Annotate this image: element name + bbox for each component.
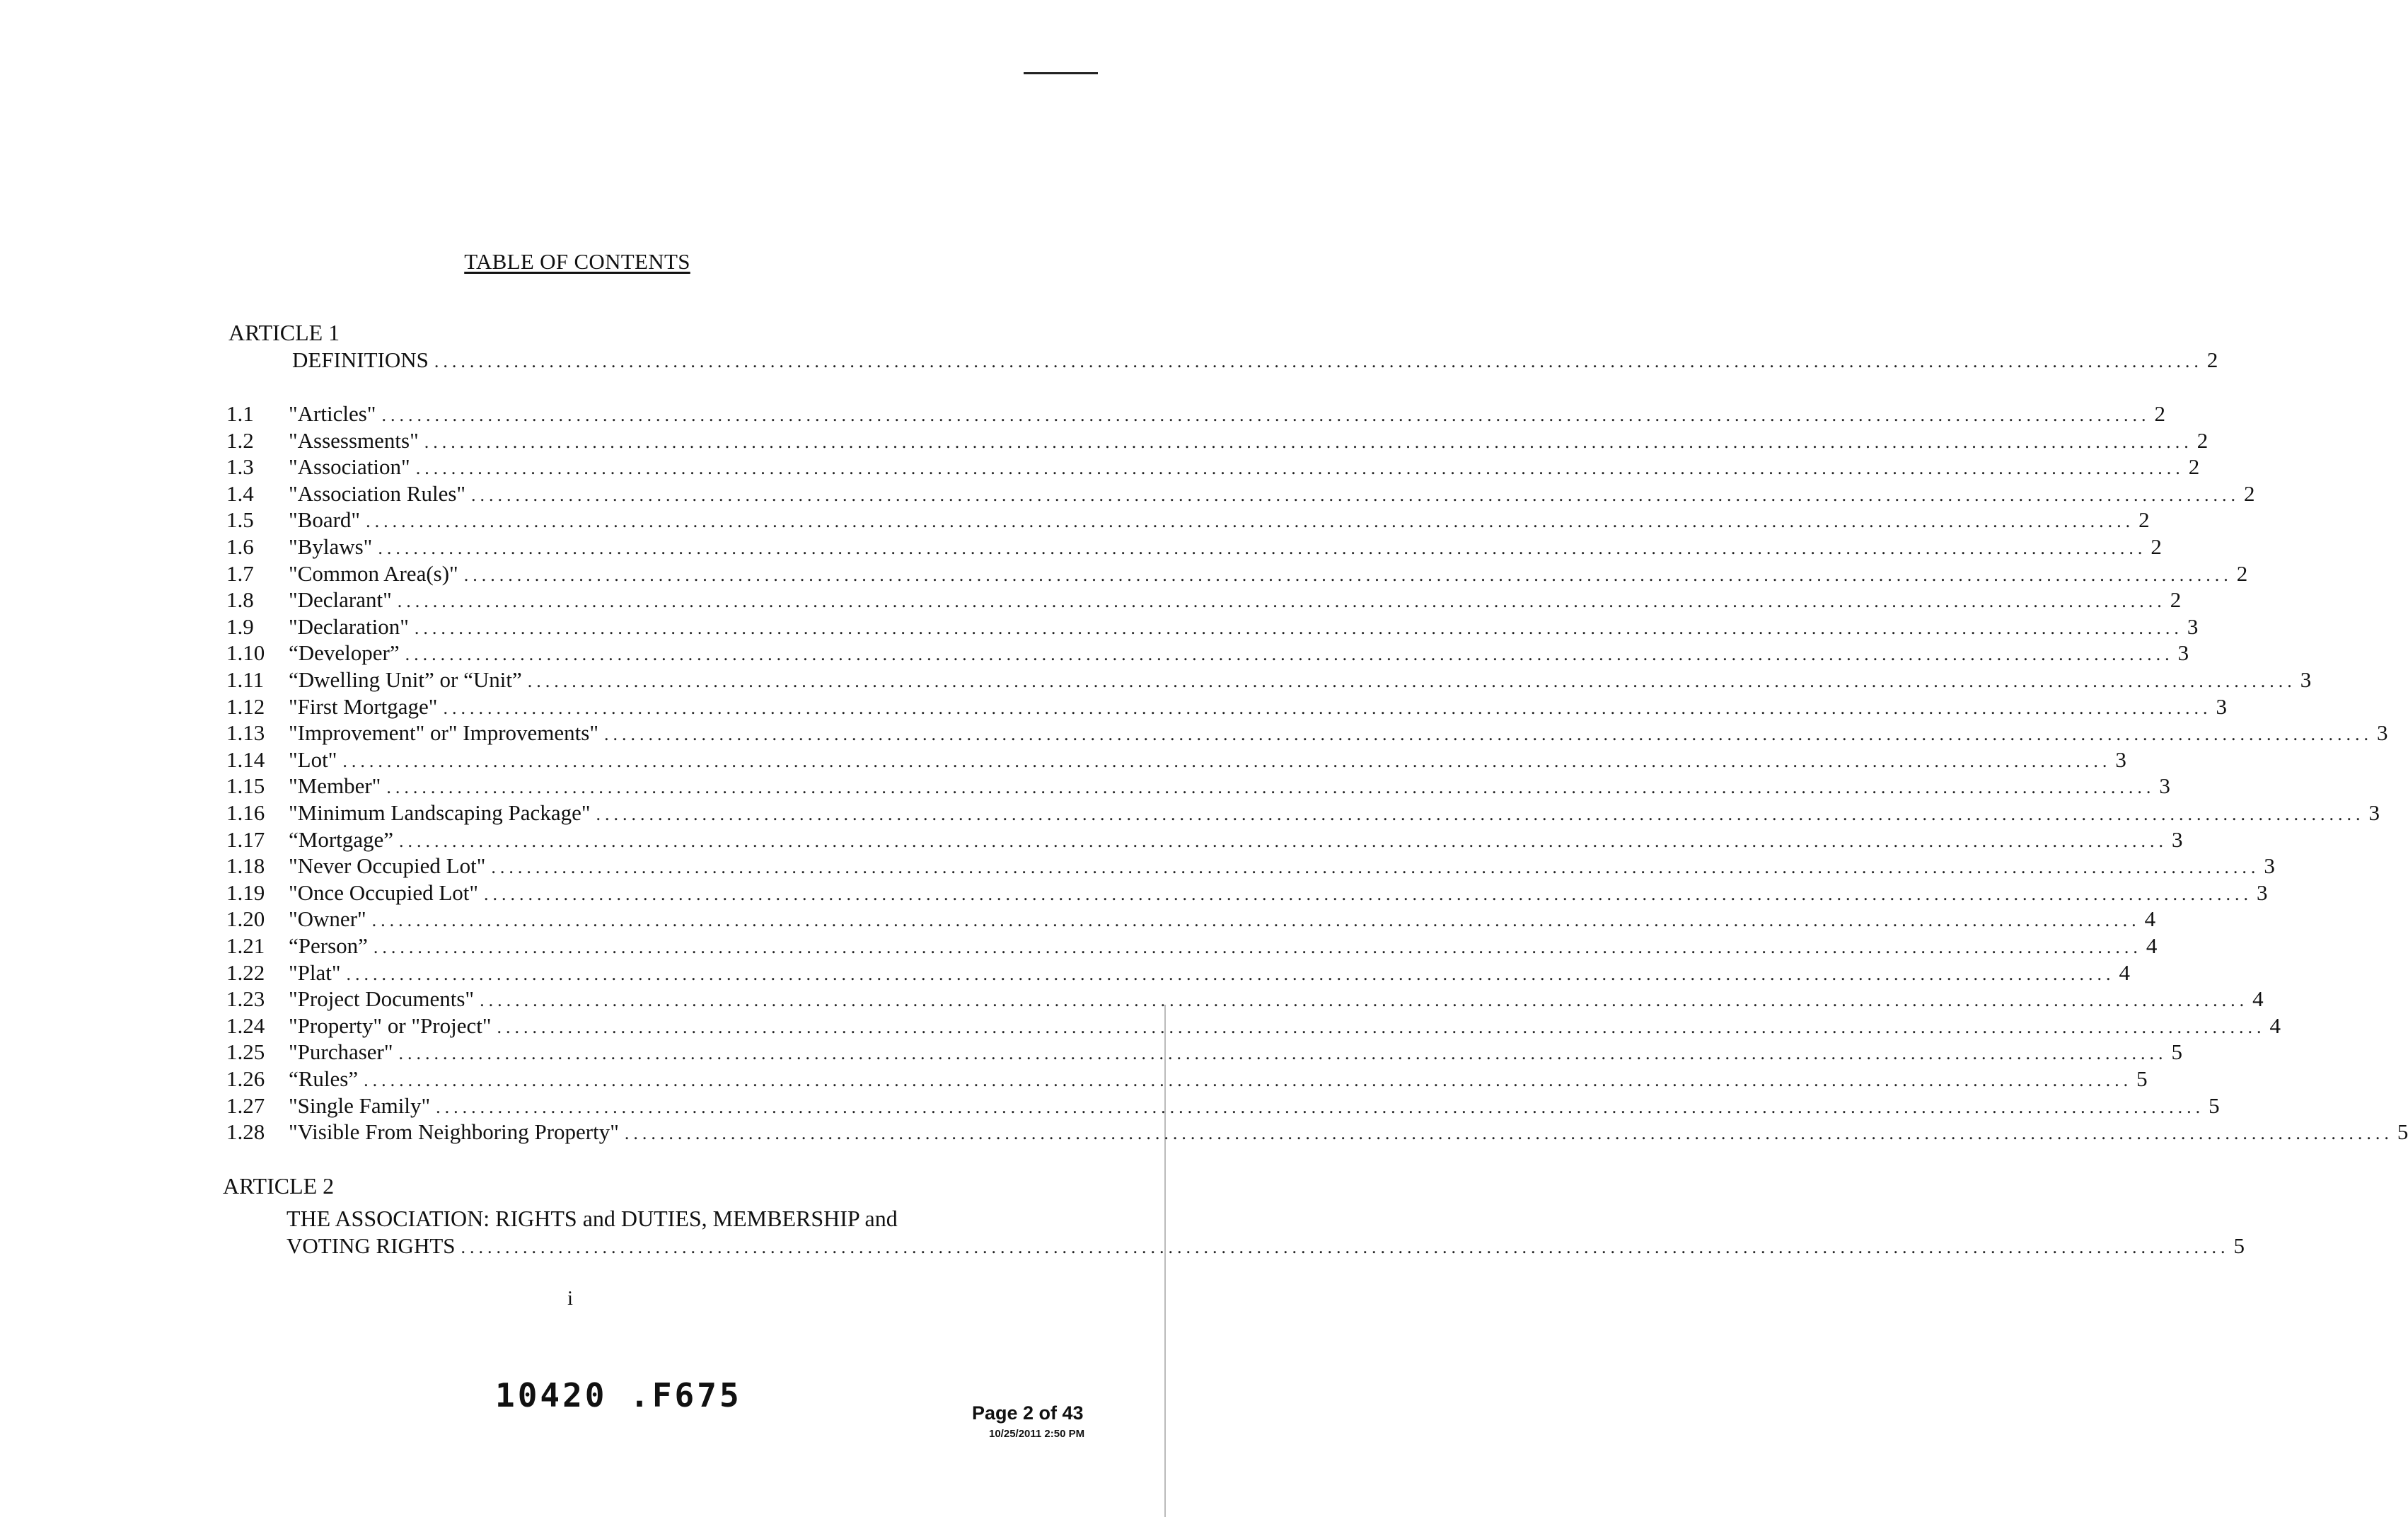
toc-entry-number: 1.10 [226,640,265,665]
toc-entry-title: "Visible From Neighboring Property" [289,1119,619,1144]
toc-entry-title: "Single Family" [289,1093,431,1118]
toc-entry [289,640,2189,667]
toc-entry [289,986,2264,1013]
toc-entry-title: "Articles" [289,401,376,426]
article-2-title-line2 [286,1233,2245,1259]
toc-entry-title: "Board" [289,507,361,532]
toc-entry [289,800,2380,826]
toc-entry-page: 2 [2244,481,2255,506]
toc-entry-page: 3 [2216,694,2227,719]
article-2-heading: ARTICLE 2 [223,1173,335,1199]
article-1-heading: ARTICLE 1 [228,320,340,345]
toc-entry [289,427,2209,454]
toc-entry-title: “Person” [289,933,368,958]
toc-entry [289,959,2131,986]
page-count: Page 2 of 43 [972,1402,1084,1424]
toc-entry-page: 2 [2151,534,2162,559]
toc-entry-page: 3 [2159,773,2170,798]
toc-entry-page: 3 [2300,667,2312,692]
toc-entry-title: "Improvement" or" Improvements" [289,720,599,745]
dot-leader: ........................................................................................................................................................................................................ [471,485,2240,505]
toc-entry-number: 1.4 [226,481,254,506]
dot-leader: ........................................................................................................................................................................................................ [366,511,2135,531]
toc-entry [289,720,2388,746]
toc-entry [289,879,2268,906]
toc-entry-number: 1.20 [226,906,265,931]
toc-entry-title: "Association" [289,454,410,479]
toc-entry-title: "Never Occupied Lot" [289,853,486,878]
dot-leader: ........................................................................................................................................................................................................ [484,884,2253,904]
dot-leader: ........................................................................................................................................................................................................ [497,1017,2266,1037]
toc-entry [289,400,2165,427]
dot-leader: ........................................................................................................................................................................................................ [373,937,2142,957]
toc-entry-page: 5 [2171,1039,2183,1064]
article-1-page: 2 [2206,347,2218,372]
dot-leader: ........................................................................................................................................................................................................ [604,724,2373,744]
dot-leader: ........................................................................................................................................................................................................ [378,538,2147,558]
toc-entry-number: 1.14 [226,747,265,772]
toc-entry-page: 3 [2257,880,2268,905]
toc-entry-page: 3 [2377,720,2388,745]
article-2-page: 5 [2233,1233,2245,1258]
toc-entry-number: 1.17 [226,827,265,852]
toc-entry-number: 1.22 [226,960,265,985]
toc-entry [289,613,2199,640]
toc-entry-page: 4 [2119,960,2131,985]
toc-entry-page: 4 [2146,933,2158,958]
toc-entry [289,746,2126,773]
dot-leader: ........................................................................................................................................................................................................ [342,751,2112,771]
toc-entry-title: “Developer” [289,640,400,665]
toc-entry [289,773,2170,800]
page-title: TABLE OF CONTENTS [464,249,690,274]
toc-entry-page: 4 [2252,986,2264,1011]
toc-entry-page: 5 [2136,1066,2148,1091]
toc-entry [289,906,2156,933]
toc-entry-number: 1.11 [226,667,265,692]
toc-entry-number: 1.7 [226,561,254,586]
toc-entry-number: 1.25 [226,1039,265,1064]
dot-leader: ........................................................................................................................................................................................................ [386,777,2155,797]
dot-leader: ........................................................................................................................................................................................................ [480,990,2249,1010]
top-rule [1024,72,1098,74]
toc-entry-title: "Association Rules" [289,481,466,506]
dot-leader: ........................................................................................................................................................................................................ [624,1123,2393,1143]
toc-entry-page: 2 [2188,454,2200,479]
print-timestamp: 10/25/2011 2:50 PM [989,1428,1085,1440]
dot-leader: ........................................................................................................................................................................................................ [399,831,2168,851]
toc-entry-number: 1.24 [226,1013,265,1038]
toc-entry-number: 1.21 [226,933,265,958]
toc-entry-page: 4 [2144,906,2156,931]
toc-entry-title: "Minimum Landscaping Package" [289,800,591,825]
toc-entry-title: "Assessments" [289,428,419,453]
toc-entry-number: 1.27 [226,1093,265,1118]
recording-stamp: 10420 .F675 [495,1376,742,1414]
toc-entry-number: 1.18 [226,853,265,878]
dot-leader: ........................................................................................................................................................................................................ [424,432,2193,452]
toc-entry [289,933,2158,959]
toc-entry-page: 5 [2397,1119,2408,1144]
dot-leader: ........................................................................................................................................................................................................ [364,1070,2133,1090]
toc-entry-title: "Plat" [289,960,341,985]
toc-entry-number: 1.23 [226,986,265,1011]
toc-entry-title: "Owner" [289,906,366,931]
toc-entry [289,454,2200,480]
toc-entry-title: "Member" [289,773,381,798]
toc-entry-number: 1.28 [226,1119,265,1144]
dot-leader: ........................................................................................................................................................................................................ [397,591,2166,611]
toc-entry-page: 4 [2269,1013,2281,1038]
dot-leader: ........................................................................................................................................................................................................ [415,458,2184,478]
dot-leader: ........................................................................................................................................................................................................ [443,698,2212,718]
dot-leader: ........................................................................................................................................................................................................ [527,671,2296,691]
toc-entry-number: 1.9 [226,614,254,639]
dot-leader: ........................................................................................................................................................................................................ [371,910,2141,930]
toc-entry [289,1066,2148,1092]
article-2-title-line1: THE ASSOCIATION: RIGHTS and DUTIES, MEMBERSHIP and [286,1206,898,1231]
toc-entry-page: 3 [2368,800,2380,825]
toc-entry-number: 1.13 [226,720,265,745]
article-1-definitions-line [292,347,2218,374]
toc-entry [289,826,2183,853]
toc-entry-page: 2 [2154,401,2165,426]
page-number-roman: i [567,1288,573,1310]
toc-entry-title: "Bylaws" [289,534,373,559]
toc-entry [289,533,2162,560]
dot-leader: ........................................................................................................................................................................................................ [381,405,2151,425]
toc-entry [289,507,2150,533]
article-2-title-text: VOTING RIGHTS [286,1233,456,1258]
toc-entry-number: 1.5 [226,507,254,532]
dot-leader: ........................................................................................................................................................................................................ [491,857,2260,877]
toc-entry-number: 1.8 [226,587,254,612]
article-1-subtitle: DEFINITIONS [292,347,429,372]
dot-leader: ........................................................................................................................................................................................................ [596,804,2365,824]
toc-entry-page: 2 [2138,507,2150,532]
toc-entry [289,587,2182,613]
dot-leader: ........................................................................................................................................................................................................ [414,618,2183,638]
toc-entry-page: 3 [2187,614,2199,639]
toc-entry [289,1013,2281,1039]
toc-entry-title: "Common Area(s)" [289,561,458,586]
toc-entry [289,1119,2408,1146]
toc-entry-number: 1.1 [226,401,254,426]
toc-entry-title: "Declaration" [289,614,409,639]
toc-entry-number: 1.2 [226,428,254,453]
toc-entry-page: 3 [2172,827,2183,852]
toc-entry [289,560,2248,587]
toc-entry-number: 1.12 [226,694,265,719]
toc-entry [289,693,2227,720]
toc-entry-page: 5 [2209,1093,2220,1118]
toc-entry-title: "Declarant" [289,587,392,612]
toc-entry [289,667,2312,693]
dot-leader: ........................................................................................................................................................................................................ [436,1097,2205,1117]
toc-entry-page: 3 [2264,853,2275,878]
toc-entry-title: "Lot" [289,747,337,772]
toc-entry-page: 3 [2177,640,2189,665]
toc-entry-page: 3 [2115,747,2126,772]
dot-leader: ........................................................................................................................................................................................................ [434,351,2203,371]
toc-entry-title: "First Mortgage" [289,694,438,719]
toc-entry-page: 2 [2170,587,2182,612]
toc-entry-title: "Project Documents" [289,986,475,1011]
toc-entry-number: 1.26 [226,1066,265,1091]
toc-entry-page: 2 [2236,561,2248,586]
toc-entry-number: 1.16 [226,800,265,825]
toc-entry-number: 1.19 [226,880,265,905]
toc-entry [289,1039,2183,1066]
toc-entry-title: "Once Occupied Lot" [289,880,479,905]
toc-entry-number: 1.6 [226,534,254,559]
dot-leader: ........................................................................................................................................................................................................ [398,1043,2167,1063]
toc-entry [289,480,2255,507]
dot-leader: ........................................................................................................................................................................................................ [346,964,2115,984]
toc-entry-title: “Dwelling Unit” or “Unit” [289,667,522,692]
toc-entry-title: “Mortgage” [289,827,394,852]
toc-entry-title: "Purchaser" [289,1039,393,1064]
toc-entry-page: 2 [2196,428,2209,453]
dot-leader: ........................................................................................................................................................................................................ [405,644,2174,664]
toc-entry-number: 1.3 [226,454,254,479]
dot-leader: ........................................................................................................................................................................................................ [463,565,2233,585]
toc-entry-title: “Rules” [289,1066,359,1091]
toc-entry [289,1092,2220,1119]
toc-entry-title: "Property" or "Project" [289,1013,492,1038]
toc-entry-number: 1.15 [226,773,265,798]
dot-leader: ........................................................................................................................................................................................................ [461,1237,2230,1257]
toc-entry [289,853,2275,879]
